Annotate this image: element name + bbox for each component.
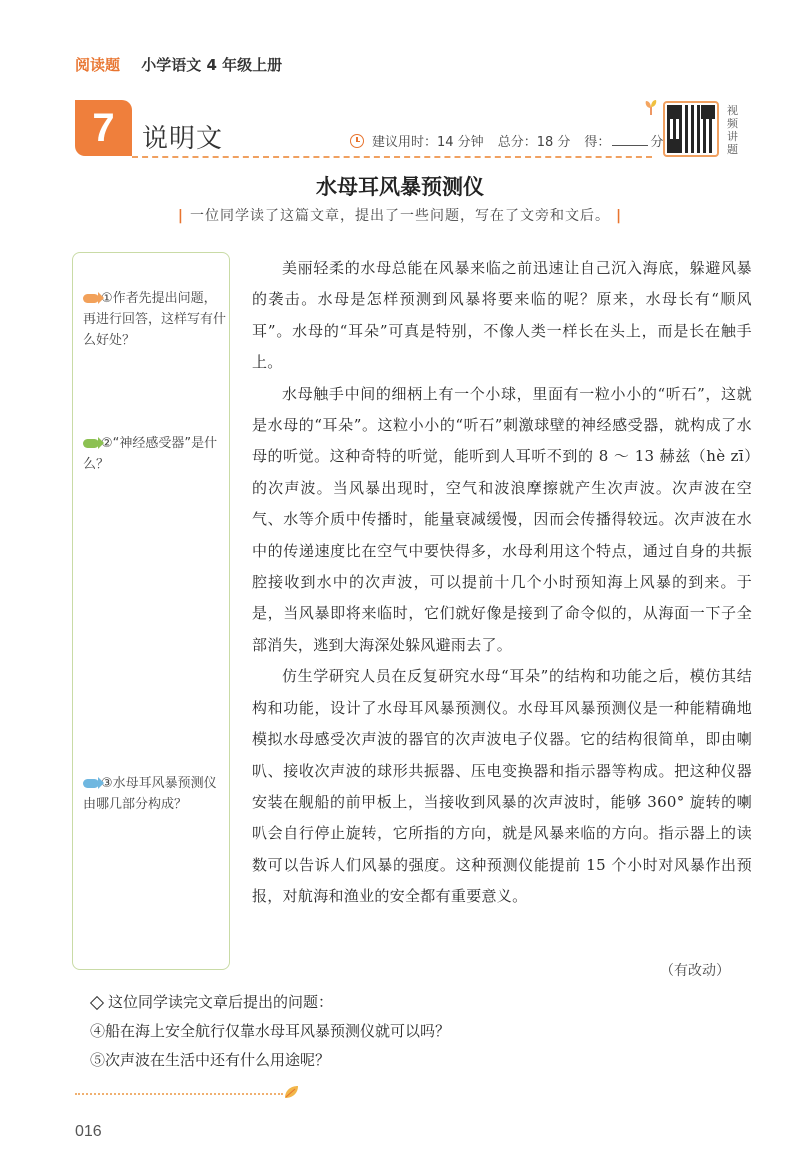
book-label: 小学语文 4 年级上册	[141, 56, 283, 74]
score-field	[584, 131, 663, 150]
attribution: （有改动）	[660, 963, 730, 979]
suggested-time: 建议用时：14 分钟	[372, 135, 484, 150]
arrow-icon	[83, 779, 99, 788]
questions-heading: 这位同学读完文章后提出的问题：	[108, 993, 334, 1011]
score-unit: 分	[650, 135, 664, 150]
diamond-icon	[90, 996, 104, 1010]
questions-heading-row	[90, 988, 450, 1017]
unit-title: 说明文	[142, 124, 224, 154]
side-note-text: ③水母耳风暴预测仪由哪几部分构成？	[83, 776, 217, 812]
paragraph-3: 仿生学研究人员在反复研究水母“耳朵”的结构和功能之后，模仿其结构和功能，设计了水母耳风暴预测仪。水母耳风暴预测仪是一种能精确地模拟水母感受次声波的器官的次声波电子仪器。它的结构很简单，即由喇叭、接收次声波的球形共振器、压电变换器和指示器等构成。把这种仪器安装在舰船的前甲板上，当接收到风暴的次声波时，能够 360° 旋转的喇叭会自行停止旋转，它所指的方向，就是风暴来临的方向。指示器上的读数可以告诉人们风暴的强度。这种预测仪能提前 15 个小时对风暴作出预报，对航海和渔业的安全都有重要意义。	[252, 667, 752, 906]
qr-pattern	[667, 105, 715, 153]
arrow-icon	[83, 439, 99, 448]
subtitle-text: 一位同学读了这篇文章，提出了一些问题，写在了文旁和文后。	[190, 208, 610, 224]
video-explanation-label: 视频讲题	[727, 104, 738, 156]
clock-icon	[350, 134, 364, 148]
article-body	[252, 253, 752, 913]
unit-divider	[132, 156, 652, 158]
subtitle-bar-left: |	[177, 208, 184, 224]
question-4: ④船在海上安全航行仅靠水母耳风暴预测仪就可以吗？	[90, 1022, 451, 1040]
side-note-text: ①作者先提出问题，再进行回答，这样写有什么好处？	[83, 291, 227, 348]
side-note-text: ②“神经感受器”是什么？	[83, 436, 218, 472]
qr-code[interactable]	[663, 101, 719, 157]
score-blank[interactable]	[612, 133, 648, 146]
article-subtitle	[0, 205, 800, 225]
side-notes-panel	[72, 252, 230, 970]
question-5: ⑤次声波在生活中还有什么用途呢？	[90, 1051, 331, 1069]
arrow-icon	[83, 294, 99, 303]
footer-divider	[75, 1093, 283, 1095]
exercise-info	[350, 131, 663, 150]
side-note-2	[83, 433, 228, 475]
subtitle-bar-right: |	[616, 208, 623, 224]
side-note-1	[83, 288, 228, 351]
sprout-icon	[645, 99, 657, 115]
total-score: 总分：18 分	[497, 135, 571, 150]
article-title: 水母耳风暴预测仪	[316, 174, 484, 199]
leaf-icon	[283, 1084, 299, 1100]
score-label: 得：	[584, 135, 611, 150]
side-note-3	[83, 773, 228, 815]
running-header	[75, 54, 282, 75]
series-label: 阅读题	[75, 56, 121, 74]
paragraph-2: 水母触手中间的细柄上有一个小球，里面有一粒小小的“听石”，这就是水母的“耳朵”。这粒小小的“听石”刺激球壁的神经感受器，就构成了水母的听觉。这种奇特的听觉，能听到人耳听不到的 8 ～ 13 赫兹（hè zī）的次声波。当风暴出现时，空气和波浪摩擦就产生次声波。次声波在空气、水等介质中传播时，能量衰减缓慢，因而会传播得较远。次声波在水中的传递速度比在空气中要快得多，水母利用这个特点，通过自身的共振腔接收到水中的次声波，可以提前十几个小时预知海上风暴的到来。于是，当风暴即将来临时，它们就好像是接到了命令似的，从海面一下子全部消失，逃到大海深处躲风避雨去了。	[252, 384, 752, 654]
questions-section	[90, 988, 450, 1075]
page-number: 016	[75, 1123, 102, 1140]
unit-number-badge: 7	[75, 100, 132, 156]
paragraph-1: 美丽轻柔的水母总能在风暴来临之前迅速让自己沉入海底，躲避风暴的袭击。水母是怎样预测到风暴将要来临的呢？原来，水母长有“顺风耳”。水母的“耳朵”可真是特别，不像人类一样长在头上，而是长在触手上。	[252, 259, 752, 372]
